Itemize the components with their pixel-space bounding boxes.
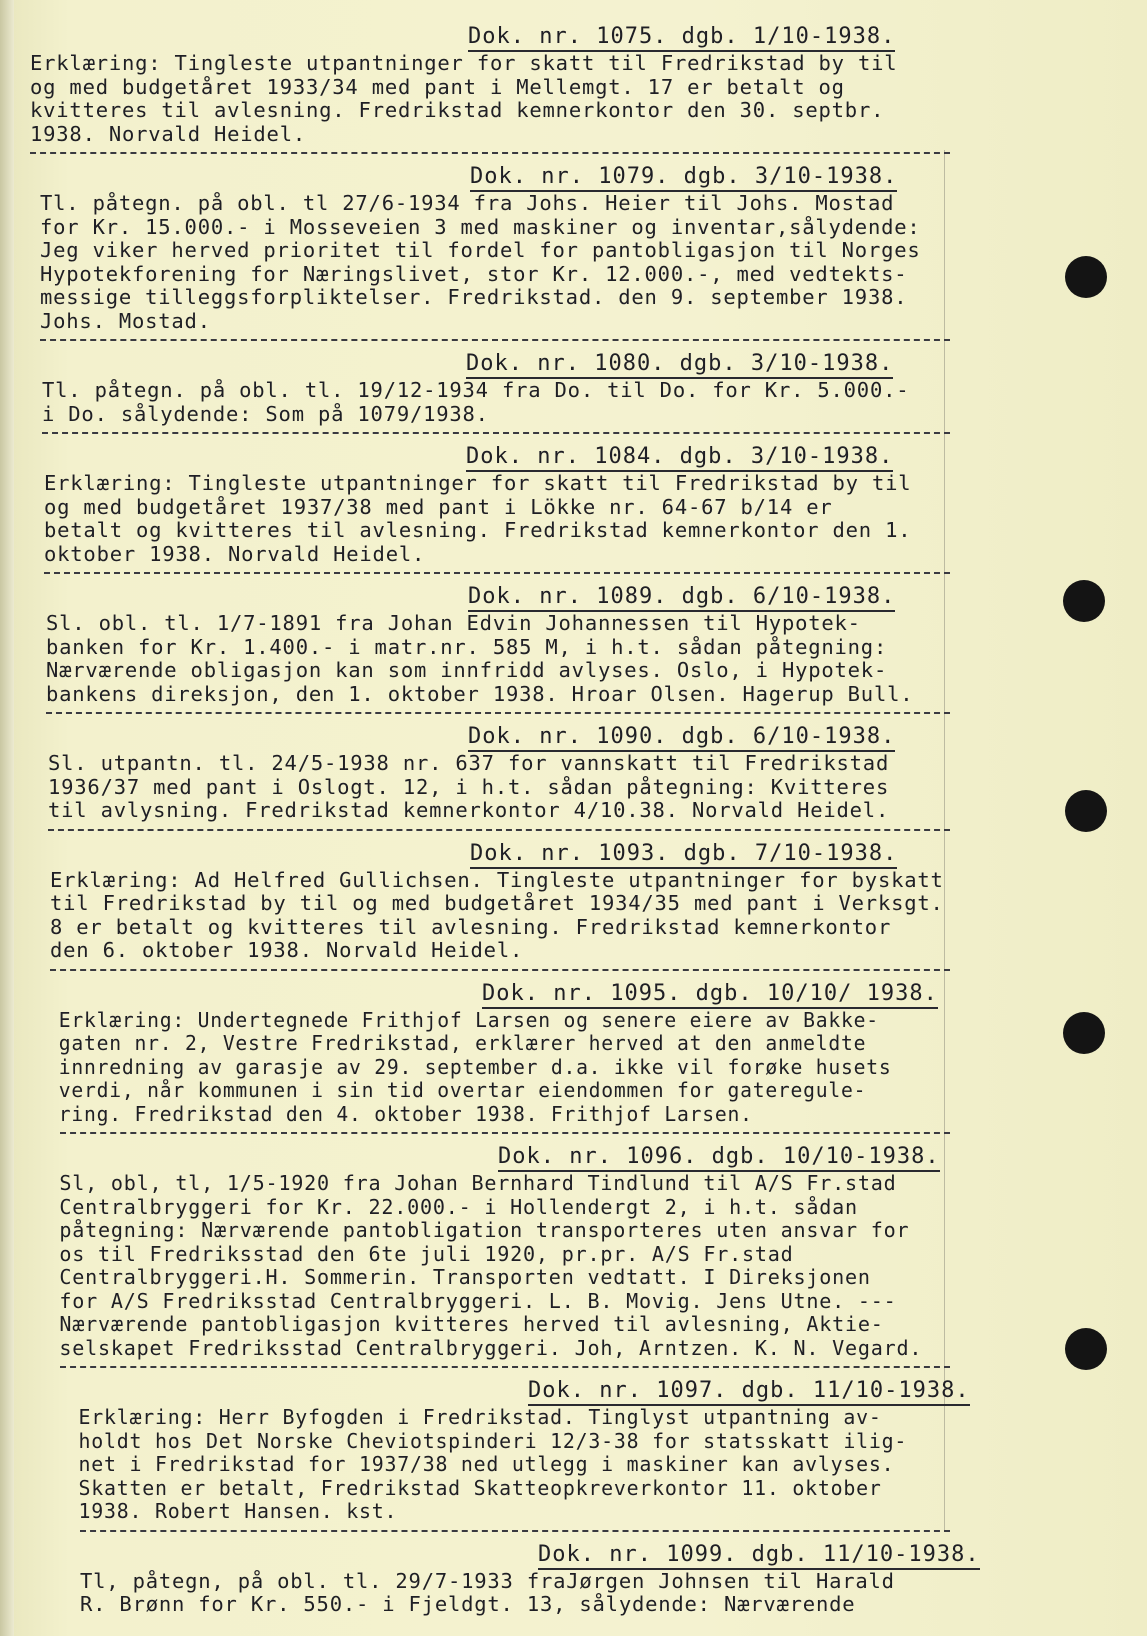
- entry-heading: [30, 979, 950, 1009]
- ledger-entry: [30, 1142, 950, 1368]
- ledger-entry: [30, 839, 950, 971]
- ledger-entry: [30, 162, 950, 341]
- entry-heading: [30, 582, 950, 612]
- entry-text-line: til Fredrikstad by til og med budgetåret 1934/35 med pant i Verksgt.: [50, 891, 944, 915]
- entry-text-line: kvitteres til avlesning. Fredrikstad kemnerkontor den 30. septbr.: [30, 98, 885, 122]
- entry-text-line: 1936/37 med pant i Oslogt. 12, i h.t. sådan påtegning: Kvitteres: [48, 774, 890, 799]
- entry-separator: [46, 712, 950, 714]
- punch-hole: [1065, 790, 1107, 832]
- entry-heading: [30, 442, 950, 472]
- entry-heading-text: Dok. nr. 1089. dgb. 6/10-1938.: [468, 584, 895, 612]
- entry-text-line: Jeg viker herved prioritet til fordel for pantobligasjon til Norges: [40, 238, 921, 262]
- entry-heading: [30, 722, 950, 752]
- entry-text-line: i Do. sålydende: Som på 1079/1938.: [42, 401, 489, 426]
- entry-text-line: 1938. Robert Hansen. kst.: [78, 1499, 398, 1523]
- punch-hole: [1063, 580, 1105, 622]
- ledger-entry: [30, 722, 950, 831]
- entry-text-line: Erklæring: Ad Helfred Gullichsen. Tingleste utpantninger for byskatt: [50, 867, 944, 892]
- entry-text-line: Nærværende pantobligasjon kvitteres herved til avlesning, Aktie-: [59, 1312, 884, 1336]
- entry-text-line: os til Fredriksstad den 6te juli 1920, pr.pr. A/S Fr.stad: [59, 1241, 794, 1266]
- entry-text-line: Erklæring: Undertegnede Frithjof Larsen og senere eiere av Bakke-: [58, 1007, 879, 1032]
- entry-heading-text: Dok. nr. 1097. dgb. 11/10-1938.: [528, 1378, 970, 1406]
- punch-hole: [1065, 1328, 1107, 1370]
- entry-text-line: Sl. obl. tl. 1/7-1891 fra Johan Edvin Johannessen til Hypotek-: [46, 611, 861, 635]
- entry-text-line: 1938. Norvald Heidel.: [30, 121, 306, 146]
- ledger-entry: [30, 22, 950, 154]
- entry-text-line: net i Fredrikstad for 1937/38 ned utlegg i maskiner kan avlyses.: [78, 1452, 895, 1476]
- entry-text-line: verdi, når kommunen i sin tid overtar eiendommen for gateregule-: [58, 1078, 867, 1102]
- entry-text-line: holdt hos Det Norske Cheviotspinderi 12/3-38 for statsskatt ilig-: [78, 1428, 908, 1453]
- entry-text-line: til avlysning. Fredrikstad kemnerkontor 4/10.38. Norvald Heidel.: [48, 798, 890, 822]
- entry-text-line: innredning av garasje av 29. september d.a. ikke vil forøke husets: [58, 1054, 892, 1079]
- entry-text-line: bankens direksjon, den 1. oktober 1938. Hroar Olsen. Hagerup Bull.: [46, 681, 914, 706]
- entry-heading-text: Dok. nr. 1093. dgb. 7/10-1938.: [470, 841, 897, 869]
- entry-separator: [50, 969, 950, 971]
- entry-text-line: Erklæring: Tingleste utpantninger for skatt til Fredrikstad by til: [44, 471, 912, 495]
- entry-text-line: Sl, obl, tl, 1/5-1920 fra Johan Bernhard Tindlund til A/S Fr.stad: [59, 1171, 897, 1195]
- entry-text-line: for Kr. 15.000.- i Mosseveien 3 med maskiner og inventar,sålydende:: [40, 214, 921, 239]
- entry-heading-text: Dok. nr. 1075. dgb. 1/10-1938.: [468, 24, 895, 52]
- entry-text-line: for A/S Fredriksstad Centralbryggeri. L. B. Movig. Jens Utne. ---: [59, 1288, 897, 1313]
- ledger-entry: [30, 1540, 980, 1617]
- entry-heading: [30, 162, 950, 192]
- entry-separator: [80, 1530, 950, 1532]
- ledger-entry: [30, 582, 950, 714]
- entry-heading-text: Dok. nr. 1080. dgb. 3/10-1938.: [466, 351, 893, 379]
- entry-text-line: og med budgetåret 1933/34 med pant i Mellemgt. 17 er betalt og: [30, 74, 845, 99]
- entry-text-line: Nærværende obligasjon kan som innfridd avlyses. Oslo, i Hypotek-: [46, 658, 888, 682]
- entry-text-line: R. Brønn for Kr. 550.- i Fjeldgt. 13, sålydende: Nærværende: [80, 1592, 856, 1616]
- entry-separator: [40, 339, 950, 341]
- punch-hole: [1063, 1012, 1105, 1054]
- entry-separator: [44, 572, 950, 574]
- entry-text-line: Sl. utpantn. tl. 24/5-1938 nr. 637 for vannskatt til Fredrikstad: [48, 751, 890, 775]
- ledger-entry: [30, 1376, 970, 1532]
- entry-separator: [60, 1132, 950, 1134]
- entry-text-line: Tl. påtegn. på obl. tl 27/6-1934 fra Johs. Heier til Johs. Mostad: [40, 191, 895, 215]
- entry-heading: [30, 839, 950, 869]
- entry-heading-text: Dok. nr. 1090. dgb. 6/10-1938.: [468, 724, 895, 752]
- entry-separator: [48, 829, 950, 831]
- entry-text-line: Johs. Mostad.: [40, 308, 211, 333]
- entry-text-line: Skatten er betalt, Fredrikstad Skatteopkreverkontor 11. oktober: [78, 1475, 882, 1500]
- entry-heading-text: Dok. nr. 1084. dgb. 3/10-1938.: [466, 444, 893, 472]
- entry-text-line: selskapet Fredriksstad Centralbryggeri. Joh, Arntzen. K. N. Vegard.: [59, 1335, 923, 1360]
- ledger-entry: [30, 349, 950, 434]
- ledger-entries: [30, 22, 980, 1617]
- entry-heading: [30, 349, 950, 379]
- entry-text-line: betalt og kvitteres til avlesning. Fredrikstad kemnerkontor den 1.: [44, 518, 912, 542]
- entry-text-line: messige tilleggsforpliktelser. Fredrikstad. den 9. september 1938.: [40, 285, 908, 309]
- entry-heading-text: Dok. nr. 1095. dgb. 10/10/ 1938.: [482, 981, 938, 1009]
- entry-text-line: Tl. påtegn. på obl. tl. 19/12-1934 fra Do. til Do. for Kr. 5.000.-: [42, 378, 910, 402]
- punch-hole: [1065, 256, 1107, 298]
- entry-text-line: oktober 1938. Norvald Heidel.: [44, 541, 426, 566]
- entry-separator: [60, 1366, 950, 1368]
- entry-heading: [30, 1376, 970, 1406]
- entry-text-line: Centralbryggeri.H. Sommerin. Transporten vedtatt. I Direksjonen: [59, 1265, 871, 1289]
- page-edge-shadow: [0, 0, 14, 1636]
- entry-heading-text: Dok. nr. 1096. dgb. 10/10-1938.: [498, 1144, 940, 1172]
- entry-text-line: Erklæring: Herr Byfogden i Fredrikstad. Tinglyst utpantning av-: [78, 1405, 882, 1429]
- entry-separator: [42, 432, 950, 434]
- ledger-entry: [30, 979, 950, 1135]
- entry-text-line: Hypotekforening for Næringslivet, stor Kr. 12.000.-, med vedtekts-: [40, 261, 908, 286]
- entry-text-line: den 6. oktober 1938. Norvald Heidel.: [50, 938, 524, 962]
- entry-text-line: påtegning: Nærværende pantobligation transporteres uten ansvar for: [59, 1218, 910, 1242]
- entry-heading: [30, 22, 950, 52]
- ledger-entry: [30, 442, 950, 574]
- entry-separator: [30, 152, 950, 154]
- entry-heading: [30, 1540, 980, 1570]
- entry-text-line: og med budgetåret 1937/38 med pant i Lökke nr. 64-67 b/14 er: [44, 494, 833, 519]
- entry-text-line: ring. Fredrikstad den 4. oktober 1938. Frithjof Larsen.: [58, 1101, 753, 1126]
- entry-heading-text: Dok. nr. 1079. dgb. 3/10-1938.: [470, 164, 897, 192]
- entry-text-line: banken for Kr. 1.400.- i matr.nr. 585 M, i h.t. sådan påtegning:: [46, 634, 888, 659]
- entry-text-line: Erklæring: Tingleste utpantninger for skatt til Fredrikstad by til: [30, 51, 898, 75]
- entry-text-line: 8 er betalt og kvitteres til avlesning. Fredrikstad kemnerkontor: [50, 914, 892, 939]
- entry-heading: [30, 1142, 950, 1172]
- entry-text-line: Tl, påtegn, på obl. tl. 29/7-1933 fraJørgen Johnsen til Harald: [80, 1568, 895, 1593]
- entry-text-line: Centralbryggeri for Kr. 22.000.- i Hollendergt 2, i h.t. sådan: [59, 1194, 858, 1219]
- entry-text-line: gaten nr. 2, Vestre Fredrikstad, erklærer herved at den anmeldte: [58, 1031, 867, 1055]
- entry-heading-text: Dok. nr. 1099. dgb. 11/10-1938.: [538, 1542, 980, 1570]
